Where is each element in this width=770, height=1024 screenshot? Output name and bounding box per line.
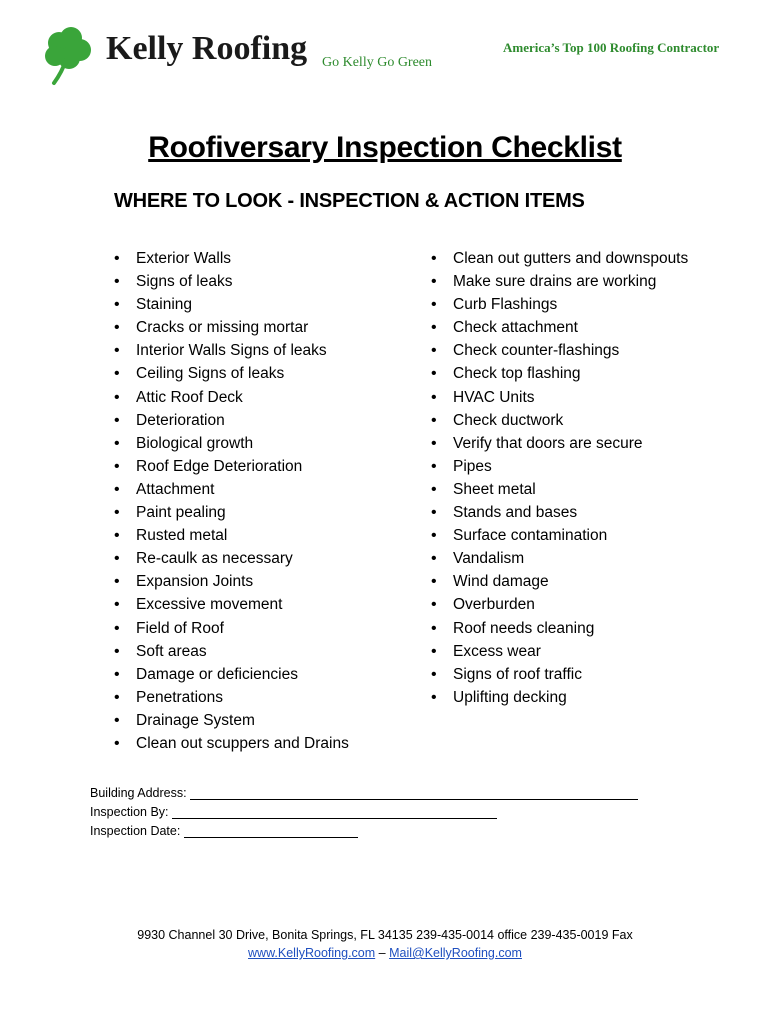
brand-name: Kelly Roofing <box>106 30 308 67</box>
brand-tagline: Go Kelly Go Green <box>322 55 433 70</box>
checklist-item: • Roof Edge Deterioration <box>114 455 414 478</box>
checklist-item: • HVAC Units <box>431 386 691 409</box>
checklist-item: • Stands and bases <box>431 501 691 524</box>
checklist-item: • Biological growth <box>114 432 414 455</box>
checklist-item: • Exterior Walls <box>114 247 414 270</box>
checklist-item: • Excessive movement <box>114 593 414 616</box>
inspection-by-field <box>90 805 497 819</box>
checklist-item: • Pipes <box>431 455 691 478</box>
checklist-item: • Overburden <box>431 593 691 616</box>
website-link[interactable]: www.KellyRoofing.com <box>248 946 376 960</box>
checklist-item: • Sheet metal <box>431 478 691 501</box>
checklist-item: • Soft areas <box>114 640 414 663</box>
checklist-item: • Signs of roof traffic <box>431 663 691 686</box>
checklist-item: • Signs of leaks <box>114 270 414 293</box>
checklist-item: • Check ductwork <box>431 409 691 432</box>
building-address-field <box>90 786 638 800</box>
page-title: Roofiversary Inspection Checklist <box>148 131 622 164</box>
checklist-item: • Interior Walls Signs of leaks <box>114 339 414 362</box>
contractor-badge-text: America’s Top 100 Roofing Contractor <box>503 40 720 55</box>
inspection-by-blank[interactable] <box>172 805 497 819</box>
section-heading: WHERE TO LOOK - INSPECTION & ACTION ITEMS <box>114 190 585 212</box>
checklist-item: • Uplifting decking <box>431 686 691 709</box>
checklist-item: • Drainage System <box>114 709 414 732</box>
checklist-item: • Check attachment <box>431 316 691 339</box>
checklist-item: • Clean out gutters and downspouts <box>431 247 691 270</box>
checklist-item: • Surface contamination <box>431 524 691 547</box>
checklist-item: • Verify that doors are secure <box>431 432 691 455</box>
shamrock-icon <box>40 26 100 86</box>
footer-separator: – <box>378 946 386 960</box>
building-address-label: Building Address: <box>90 786 187 800</box>
page-footer <box>0 926 770 962</box>
inspection-date-field <box>90 824 358 838</box>
checklist-item: • Wind damage <box>431 570 691 593</box>
checklist-item: • Field of Roof <box>114 617 414 640</box>
checklist-item: • Roof needs cleaning <box>431 617 691 640</box>
checklist-item: • Expansion Joints <box>114 570 414 593</box>
checklist-item: • Clean out scuppers and Drains <box>114 732 414 755</box>
checklist-item: • Paint pealing <box>114 501 414 524</box>
checklist-item: • Ceiling Signs of leaks <box>114 362 414 385</box>
checklist-item: • Attachment <box>114 478 414 501</box>
checklist-item: • Penetrations <box>114 686 414 709</box>
checklist-item: • Deterioration <box>114 409 414 432</box>
checklist-item: • Make sure drains are working <box>431 270 691 293</box>
inspection-date-blank[interactable] <box>184 824 358 838</box>
email-link[interactable]: Mail@KellyRoofing.com <box>389 946 522 960</box>
checklist-item: • Check top flashing <box>431 362 691 385</box>
inspection-date-label: Inspection Date: <box>90 824 181 838</box>
footer-address: 9930 Channel 30 Drive, Bonita Springs, FL 34135 239-435-0014 office 239-435-0019 Fax <box>137 928 633 942</box>
footer-links <box>0 944 770 962</box>
checklist-item: • Check counter-flashings <box>431 339 691 362</box>
checklist-right-column <box>431 247 691 709</box>
checklist-item: • Re-caulk as necessary <box>114 547 414 570</box>
building-address-blank[interactable] <box>190 786 638 800</box>
letterhead <box>0 0 770 100</box>
checklist-item: • Damage or deficiencies <box>114 663 414 686</box>
checklist-item: • Cracks or missing mortar <box>114 316 414 339</box>
checklist-item: • Curb Flashings <box>431 293 691 316</box>
checklist-item: • Attic Roof Deck <box>114 386 414 409</box>
checklist-item: • Staining <box>114 293 414 316</box>
checklist-item: • Rusted metal <box>114 524 414 547</box>
checklist-left-column <box>114 247 414 755</box>
inspection-by-label: Inspection By: <box>90 805 169 819</box>
checklist-item: • Vandalism <box>431 547 691 570</box>
checklist-item: • Excess wear <box>431 640 691 663</box>
